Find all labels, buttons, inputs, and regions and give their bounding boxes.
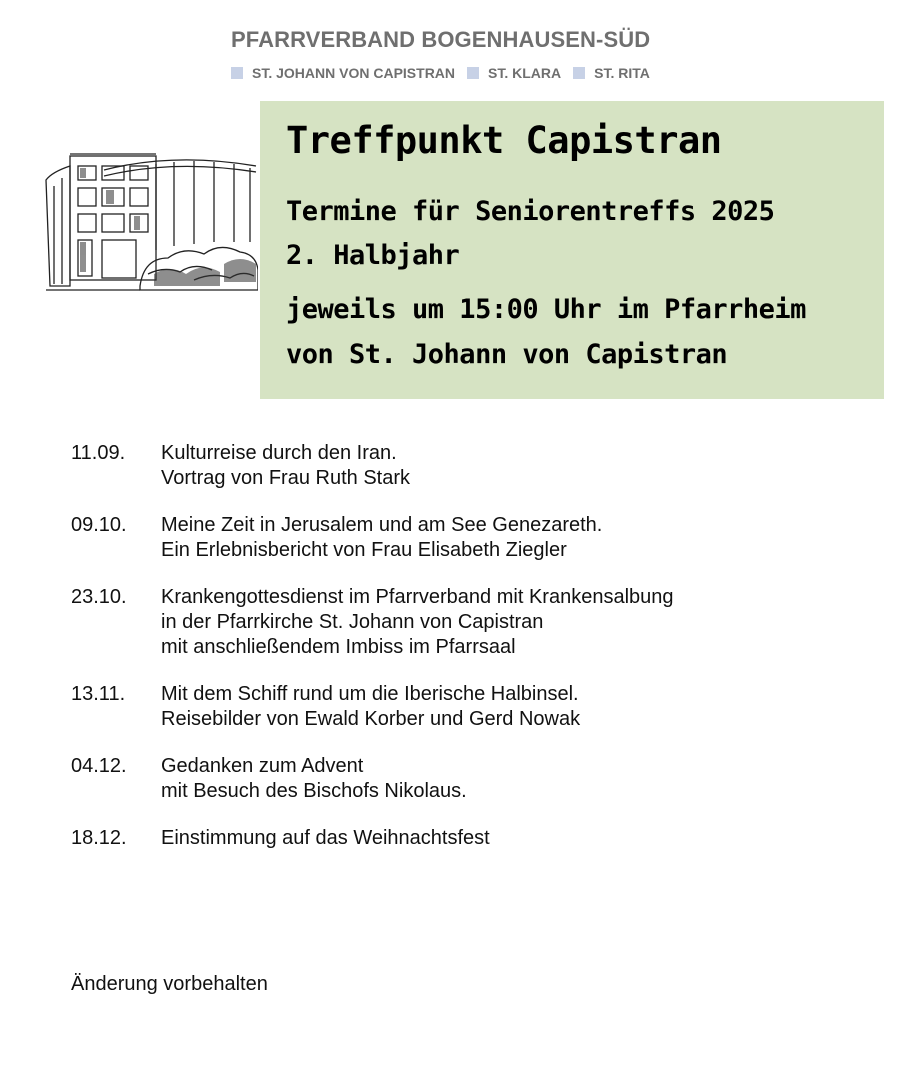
- banner-location: von St. Johann von Capistran: [286, 339, 728, 370]
- event-line: mit Besuch des Bischofs Nikolaus.: [161, 780, 467, 802]
- banner-subtitle-half-year: 2. Halbjahr: [286, 240, 460, 271]
- banner-time-location: jeweils um 15:00 Uhr im Pfarrheim: [286, 294, 806, 325]
- square-bullet-icon: [573, 67, 585, 79]
- event-line: Meine Zeit in Jerusalem und am See Genezareth.: [161, 514, 603, 536]
- event-line: mit anschließendem Imbiss im Pfarrsaal: [161, 636, 516, 658]
- list-item: [71, 513, 851, 563]
- event-banner: [260, 101, 884, 399]
- parish-name: ST. RITA: [594, 65, 650, 81]
- org-title: PFARRVERBAND BOGENHAUSEN-SÜD: [231, 27, 651, 52]
- event-date: 11.09.: [71, 442, 126, 464]
- list-item: [71, 754, 851, 804]
- event-line: Krankengottesdienst im Pfarrverband mit Krankensalbung: [161, 586, 674, 608]
- parish-list: [231, 63, 662, 83]
- parish-name: ST. KLARA: [488, 65, 562, 81]
- event-description: [161, 682, 580, 732]
- event-description: [161, 513, 602, 563]
- event-date: 18.12.: [71, 827, 127, 849]
- event-line: Einstimmung auf das Weihnachtsfest: [161, 827, 490, 849]
- list-item: [71, 441, 851, 491]
- square-bullet-icon: [231, 67, 243, 79]
- event-date: 09.10.: [71, 514, 127, 536]
- square-bullet-icon: [467, 67, 479, 79]
- event-description: [161, 826, 490, 851]
- list-item: [71, 682, 851, 732]
- event-line: in der Pfarrkirche St. Johann von Capistran: [161, 611, 544, 633]
- event-description: [161, 585, 674, 660]
- event-date: 13.11.: [71, 683, 126, 705]
- church-building-sketch: [44, 146, 258, 292]
- banner-subtitle: Termine für Seniorentreffs 2025: [286, 196, 775, 227]
- banner-title: Treffpunkt Capistran: [286, 119, 722, 162]
- list-item: [71, 826, 851, 851]
- event-date: 23.10.: [71, 586, 127, 608]
- event-line: Gedanken zum Advent: [161, 755, 364, 777]
- event-description: [161, 754, 467, 804]
- event-line: Vortrag von Frau Ruth Stark: [161, 467, 411, 489]
- parish-name: ST. JOHANN VON CAPISTRAN: [252, 65, 456, 81]
- event-list: [71, 441, 851, 873]
- event-line: Mit dem Schiff rund um die Iberische Halbinsel.: [161, 683, 579, 705]
- change-notice: Änderung vorbehalten: [71, 973, 268, 995]
- event-description: [161, 441, 410, 491]
- list-item: [71, 585, 851, 660]
- event-date: 04.12.: [71, 755, 127, 777]
- event-line: Ein Erlebnisbericht von Frau Elisabeth Ziegler: [161, 539, 567, 561]
- event-line: Reisebilder von Ewald Korber und Gerd Nowak: [161, 708, 581, 730]
- event-line: Kulturreise durch den Iran.: [161, 442, 397, 464]
